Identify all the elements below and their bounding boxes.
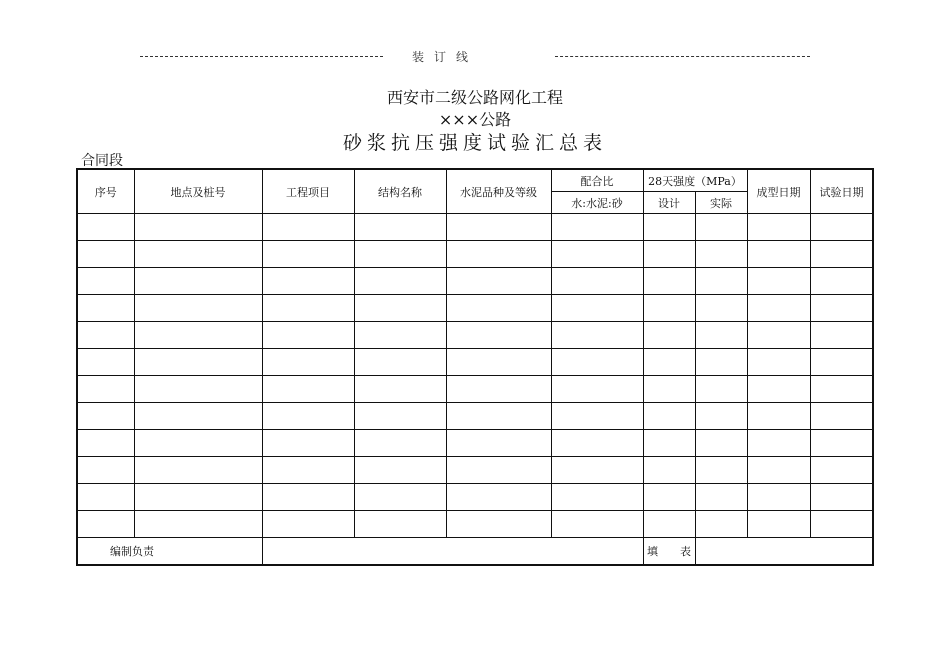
- cell-cement[interactable]: [446, 457, 551, 484]
- cell-actual[interactable]: [695, 322, 747, 349]
- cell-seq[interactable]: [77, 214, 134, 241]
- cell-location[interactable]: [134, 268, 262, 295]
- cell-actual[interactable]: [695, 457, 747, 484]
- cell-seq[interactable]: [77, 457, 134, 484]
- cell-structure[interactable]: [354, 457, 446, 484]
- cell-location[interactable]: [134, 214, 262, 241]
- cell-test[interactable]: [810, 214, 873, 241]
- cell-test[interactable]: [810, 295, 873, 322]
- cell-location[interactable]: [134, 403, 262, 430]
- cell-project[interactable]: [262, 430, 354, 457]
- cell-mix[interactable]: [551, 430, 643, 457]
- footer-row: [77, 538, 873, 566]
- table-row: [77, 457, 873, 484]
- cell-test[interactable]: [810, 403, 873, 430]
- table-row: [77, 403, 873, 430]
- cell-location[interactable]: [134, 241, 262, 268]
- cell-seq[interactable]: [77, 322, 134, 349]
- cell-location[interactable]: [134, 511, 262, 538]
- cell-location[interactable]: [134, 349, 262, 376]
- cell-actual[interactable]: [695, 295, 747, 322]
- filled-by-label: 填 表: [643, 538, 695, 566]
- cell-actual[interactable]: [695, 403, 747, 430]
- cell-forming[interactable]: [747, 268, 810, 295]
- cell-project[interactable]: [262, 268, 354, 295]
- cell-design[interactable]: [643, 376, 695, 403]
- table-row: [77, 241, 873, 268]
- cell-cement[interactable]: [446, 403, 551, 430]
- cell-seq[interactable]: [77, 430, 134, 457]
- cell-mix[interactable]: [551, 457, 643, 484]
- cell-mix[interactable]: [551, 484, 643, 511]
- table-row: [77, 295, 873, 322]
- cell-project[interactable]: [262, 511, 354, 538]
- cell-structure[interactable]: [354, 484, 446, 511]
- header-structure: 结构名称: [354, 169, 446, 214]
- cell-structure[interactable]: [354, 214, 446, 241]
- cell-mix[interactable]: [551, 214, 643, 241]
- header-mix-ratio: 配合比: [551, 169, 643, 192]
- cell-design[interactable]: [643, 295, 695, 322]
- cell-forming[interactable]: [747, 403, 810, 430]
- cell-forming[interactable]: [747, 430, 810, 457]
- cell-location[interactable]: [134, 295, 262, 322]
- cell-forming[interactable]: [747, 457, 810, 484]
- cell-location[interactable]: [134, 322, 262, 349]
- cell-seq[interactable]: [77, 349, 134, 376]
- cell-forming[interactable]: [747, 241, 810, 268]
- cell-design[interactable]: [643, 241, 695, 268]
- table-row: [77, 511, 873, 538]
- cell-test[interactable]: [810, 241, 873, 268]
- cell-seq[interactable]: [77, 403, 134, 430]
- cell-mix[interactable]: [551, 376, 643, 403]
- cell-structure[interactable]: [354, 295, 446, 322]
- table-row: [77, 268, 873, 295]
- contract-section-label: 合同段: [81, 153, 123, 169]
- cell-design[interactable]: [643, 484, 695, 511]
- cell-project[interactable]: [262, 457, 354, 484]
- road-name: ×××公路: [438, 110, 512, 129]
- cell-test[interactable]: [810, 430, 873, 457]
- cell-design[interactable]: [643, 214, 695, 241]
- cell-seq[interactable]: [77, 295, 134, 322]
- table-row: [77, 430, 873, 457]
- cell-project[interactable]: [262, 214, 354, 241]
- filled-by-value[interactable]: [695, 538, 873, 566]
- cell-project[interactable]: [262, 241, 354, 268]
- cell-location[interactable]: [134, 430, 262, 457]
- cell-mix[interactable]: [551, 349, 643, 376]
- cell-actual[interactable]: [695, 268, 747, 295]
- cell-structure[interactable]: [354, 241, 446, 268]
- cell-test[interactable]: [810, 511, 873, 538]
- cell-mix[interactable]: [551, 403, 643, 430]
- cell-design[interactable]: [643, 268, 695, 295]
- cell-structure[interactable]: [354, 376, 446, 403]
- header-test-date: 试验日期: [810, 169, 873, 214]
- cell-structure[interactable]: [354, 268, 446, 295]
- cell-actual[interactable]: [695, 349, 747, 376]
- cell-location[interactable]: [134, 457, 262, 484]
- binding-dash-right: [555, 56, 810, 57]
- table-row: [77, 214, 873, 241]
- cell-location[interactable]: [134, 376, 262, 403]
- cell-project[interactable]: [262, 403, 354, 430]
- cell-actual[interactable]: [695, 214, 747, 241]
- cell-test[interactable]: [810, 484, 873, 511]
- cell-project[interactable]: [262, 295, 354, 322]
- table-row: [77, 376, 873, 403]
- binding-dash-left: [140, 56, 383, 57]
- cell-design[interactable]: [643, 322, 695, 349]
- cell-forming[interactable]: [747, 214, 810, 241]
- cell-design[interactable]: [643, 430, 695, 457]
- cell-cement[interactable]: [446, 511, 551, 538]
- cell-design[interactable]: [643, 403, 695, 430]
- cell-structure[interactable]: [354, 349, 446, 376]
- cell-forming[interactable]: [747, 295, 810, 322]
- cell-cement[interactable]: [446, 214, 551, 241]
- header-project: 工程项目: [262, 169, 354, 214]
- cell-test[interactable]: [810, 349, 873, 376]
- cell-actual[interactable]: [695, 511, 747, 538]
- binding-line: [0, 46, 950, 66]
- cell-actual[interactable]: [695, 376, 747, 403]
- header-cement: 水泥品种及等级: [446, 169, 551, 214]
- binding-line-label: 装订线: [412, 50, 479, 64]
- prepared-by-value[interactable]: [262, 538, 643, 566]
- cell-cement[interactable]: [446, 295, 551, 322]
- table-row: [77, 484, 873, 511]
- cell-structure[interactable]: [354, 403, 446, 430]
- summary-table: [76, 168, 874, 566]
- cell-cement[interactable]: [446, 430, 551, 457]
- cell-project[interactable]: [262, 349, 354, 376]
- cell-actual[interactable]: [695, 241, 747, 268]
- cell-mix[interactable]: [551, 295, 643, 322]
- cell-mix[interactable]: [551, 241, 643, 268]
- cell-structure[interactable]: [354, 511, 446, 538]
- cell-cement[interactable]: [446, 484, 551, 511]
- table-row: [77, 349, 873, 376]
- cell-design[interactable]: [643, 349, 695, 376]
- cell-test[interactable]: [810, 322, 873, 349]
- header-seq: 序号: [77, 169, 134, 214]
- cell-actual[interactable]: [695, 430, 747, 457]
- prepared-by-label: 编制负责: [77, 538, 262, 566]
- header-actual: 实际: [695, 192, 747, 214]
- cell-structure[interactable]: [354, 430, 446, 457]
- header-location: 地点及桩号: [134, 169, 262, 214]
- cell-cement[interactable]: [446, 376, 551, 403]
- table-row: [77, 322, 873, 349]
- cell-structure[interactable]: [354, 322, 446, 349]
- cell-seq[interactable]: [77, 241, 134, 268]
- header-row-1: [77, 169, 873, 192]
- cell-seq[interactable]: [77, 511, 134, 538]
- cell-seq[interactable]: [77, 484, 134, 511]
- cell-forming[interactable]: [747, 376, 810, 403]
- header-strength-28d: 28天强度（MPa）: [643, 169, 747, 192]
- cell-actual[interactable]: [695, 484, 747, 511]
- cell-seq[interactable]: [77, 376, 134, 403]
- cell-mix[interactable]: [551, 322, 643, 349]
- header-design: 设计: [643, 192, 695, 214]
- cell-mix[interactable]: [551, 511, 643, 538]
- cell-design[interactable]: [643, 511, 695, 538]
- cell-design[interactable]: [643, 457, 695, 484]
- cell-forming[interactable]: [747, 511, 810, 538]
- form-title: 砂浆抗压强度试验汇总表: [342, 132, 607, 154]
- cell-test[interactable]: [810, 457, 873, 484]
- cell-test[interactable]: [810, 268, 873, 295]
- cell-project[interactable]: [262, 322, 354, 349]
- cell-cement[interactable]: [446, 241, 551, 268]
- contract-section-field: [81, 150, 169, 170]
- cell-mix[interactable]: [551, 268, 643, 295]
- header-mix-ratio-sub: 水:水泥:砂: [551, 192, 643, 214]
- cell-forming[interactable]: [747, 484, 810, 511]
- cell-test[interactable]: [810, 376, 873, 403]
- cell-project[interactable]: [262, 484, 354, 511]
- cell-project[interactable]: [262, 376, 354, 403]
- header-forming-date: 成型日期: [747, 169, 810, 214]
- cell-forming[interactable]: [747, 349, 810, 376]
- cell-seq[interactable]: [77, 268, 134, 295]
- cell-location[interactable]: [134, 484, 262, 511]
- cell-forming[interactable]: [747, 322, 810, 349]
- project-title: 西安市二级公路网化工程: [386, 88, 563, 107]
- cell-cement[interactable]: [446, 322, 551, 349]
- cell-cement[interactable]: [446, 349, 551, 376]
- cell-cement[interactable]: [446, 268, 551, 295]
